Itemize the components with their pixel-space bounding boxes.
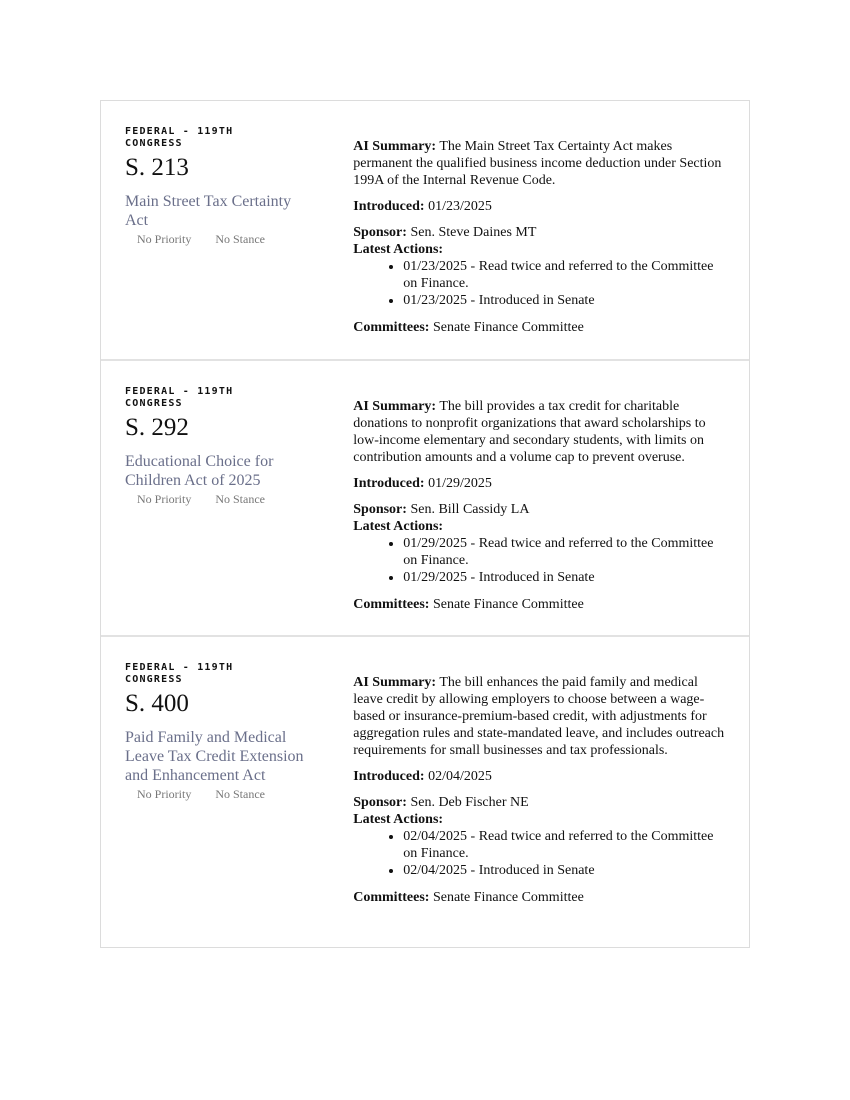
bill-meta xyxy=(125,787,353,801)
introduced-date: 02/04/2025 xyxy=(428,769,492,784)
sponsor-label: Sponsor: xyxy=(353,502,407,517)
sponsor-name: Sen. Steve Daines MT xyxy=(410,225,537,240)
actions-list xyxy=(353,828,729,879)
introduced-label: Introduced: xyxy=(353,769,425,784)
bill-header xyxy=(101,637,353,947)
sponsor xyxy=(353,794,729,811)
bill-meta xyxy=(125,492,353,506)
priority-label: No Priority xyxy=(137,492,192,506)
action-item: • 01/29/2025 - Read twice and referred to the Committee on Finance. xyxy=(403,535,729,569)
bill-number: S. 400 xyxy=(125,690,189,717)
latest-actions-heading xyxy=(353,241,729,258)
jurisdiction-label: FEDERAL - 119TH CONGRESS xyxy=(125,662,234,685)
bill-details xyxy=(353,637,749,947)
latest-actions-label: Latest Actions: xyxy=(353,519,444,534)
sponsor-name: Sen. Bill Cassidy LA xyxy=(410,502,530,517)
ai-summary xyxy=(353,398,729,466)
bill-title: Main Street Tax Certainty Act xyxy=(125,193,292,229)
committees-value: Senate Finance Committee xyxy=(432,320,584,335)
bill-number: S. 292 xyxy=(125,414,189,441)
introduced-label: Introduced: xyxy=(353,476,425,491)
sponsor xyxy=(353,501,729,518)
action-item: • 01/23/2025 - Read twice and referred to the Committee on Finance. xyxy=(403,258,729,292)
stance-label: No Stance xyxy=(215,787,265,801)
latest-actions xyxy=(353,241,729,309)
sponsor-label: Sponsor: xyxy=(353,225,407,240)
actions-list xyxy=(353,258,729,309)
bill-card xyxy=(101,361,749,637)
committees-value: Senate Finance Committee xyxy=(432,597,584,612)
bill-details xyxy=(353,101,749,359)
ai-summary-label: AI Summary: xyxy=(353,675,437,690)
latest-actions xyxy=(353,518,729,586)
introduced xyxy=(353,198,729,215)
priority-label: No Priority xyxy=(137,232,192,246)
latest-actions xyxy=(353,811,729,879)
sponsor xyxy=(353,224,729,241)
latest-actions-heading xyxy=(353,811,729,828)
action-item: • 02/04/2025 - Introduced in Senate xyxy=(403,862,729,879)
ai-summary-text: The bill enhances the paid family and medical leave credit by allowing employers to choose between a wage-based or insurance-premium-based credit, with adjustments for aggregation rules and state-mandated leave, and includes outreach requirements for small businesses and tax professionals. xyxy=(353,675,725,758)
bill-list xyxy=(100,100,750,948)
committees xyxy=(353,889,729,906)
ai-summary-label: AI Summary: xyxy=(353,399,437,414)
bill-title: Paid Family and Medical Leave Tax Credit Extension and Enhancement Act xyxy=(125,729,304,784)
committees xyxy=(353,319,729,336)
latest-actions-label: Latest Actions: xyxy=(353,242,444,257)
latest-actions-heading xyxy=(353,518,729,535)
actions-list xyxy=(353,535,729,586)
introduced-label: Introduced: xyxy=(353,199,425,214)
ai-summary xyxy=(353,138,729,189)
bill-header xyxy=(101,361,353,635)
stance-label: No Stance xyxy=(215,232,265,246)
introduced-date: 01/23/2025 xyxy=(428,199,492,214)
committees-label: Committees: xyxy=(353,320,430,335)
introduced xyxy=(353,475,729,492)
ai-summary xyxy=(353,674,729,759)
committees xyxy=(353,596,729,613)
introduced-date: 01/29/2025 xyxy=(428,476,492,491)
sponsor-label: Sponsor: xyxy=(353,795,407,810)
bill-details xyxy=(353,361,749,635)
stance-label: No Stance xyxy=(215,492,265,506)
bill-card xyxy=(101,637,749,947)
action-item: • 01/29/2025 - Introduced in Senate xyxy=(403,569,729,586)
jurisdiction-label: FEDERAL - 119TH CONGRESS xyxy=(125,386,234,409)
committees-value: Senate Finance Committee xyxy=(432,890,584,905)
bill-card xyxy=(101,101,749,361)
bill-title: Educational Choice for Children Act of 2025 xyxy=(125,453,274,489)
bill-number: S. 213 xyxy=(125,154,189,181)
bill-header xyxy=(101,101,353,359)
sponsor-name: Sen. Deb Fischer NE xyxy=(410,795,529,810)
ai-summary-text: The bill provides a tax credit for charitable donations to nonprofit organizations that award scholarships to low-income elementary and secondary students, with limits on contribution amounts and a volume cap to prevent overuse. xyxy=(353,399,706,465)
bill-meta xyxy=(125,232,353,246)
committees-label: Committees: xyxy=(353,890,430,905)
committees-label: Committees: xyxy=(353,597,430,612)
action-item: • 02/04/2025 - Read twice and referred to the Committee on Finance. xyxy=(403,828,729,862)
latest-actions-label: Latest Actions: xyxy=(353,812,444,827)
action-item: • 01/23/2025 - Introduced in Senate xyxy=(403,292,729,309)
jurisdiction-label: FEDERAL - 119TH CONGRESS xyxy=(125,126,234,149)
ai-summary-text: The Main Street Tax Certainty Act makes permanent the qualified business income deduction under Section 199A of the Internal Revenue Code. xyxy=(353,139,722,188)
priority-label: No Priority xyxy=(137,787,192,801)
ai-summary-label: AI Summary: xyxy=(353,139,437,154)
introduced xyxy=(353,768,729,785)
